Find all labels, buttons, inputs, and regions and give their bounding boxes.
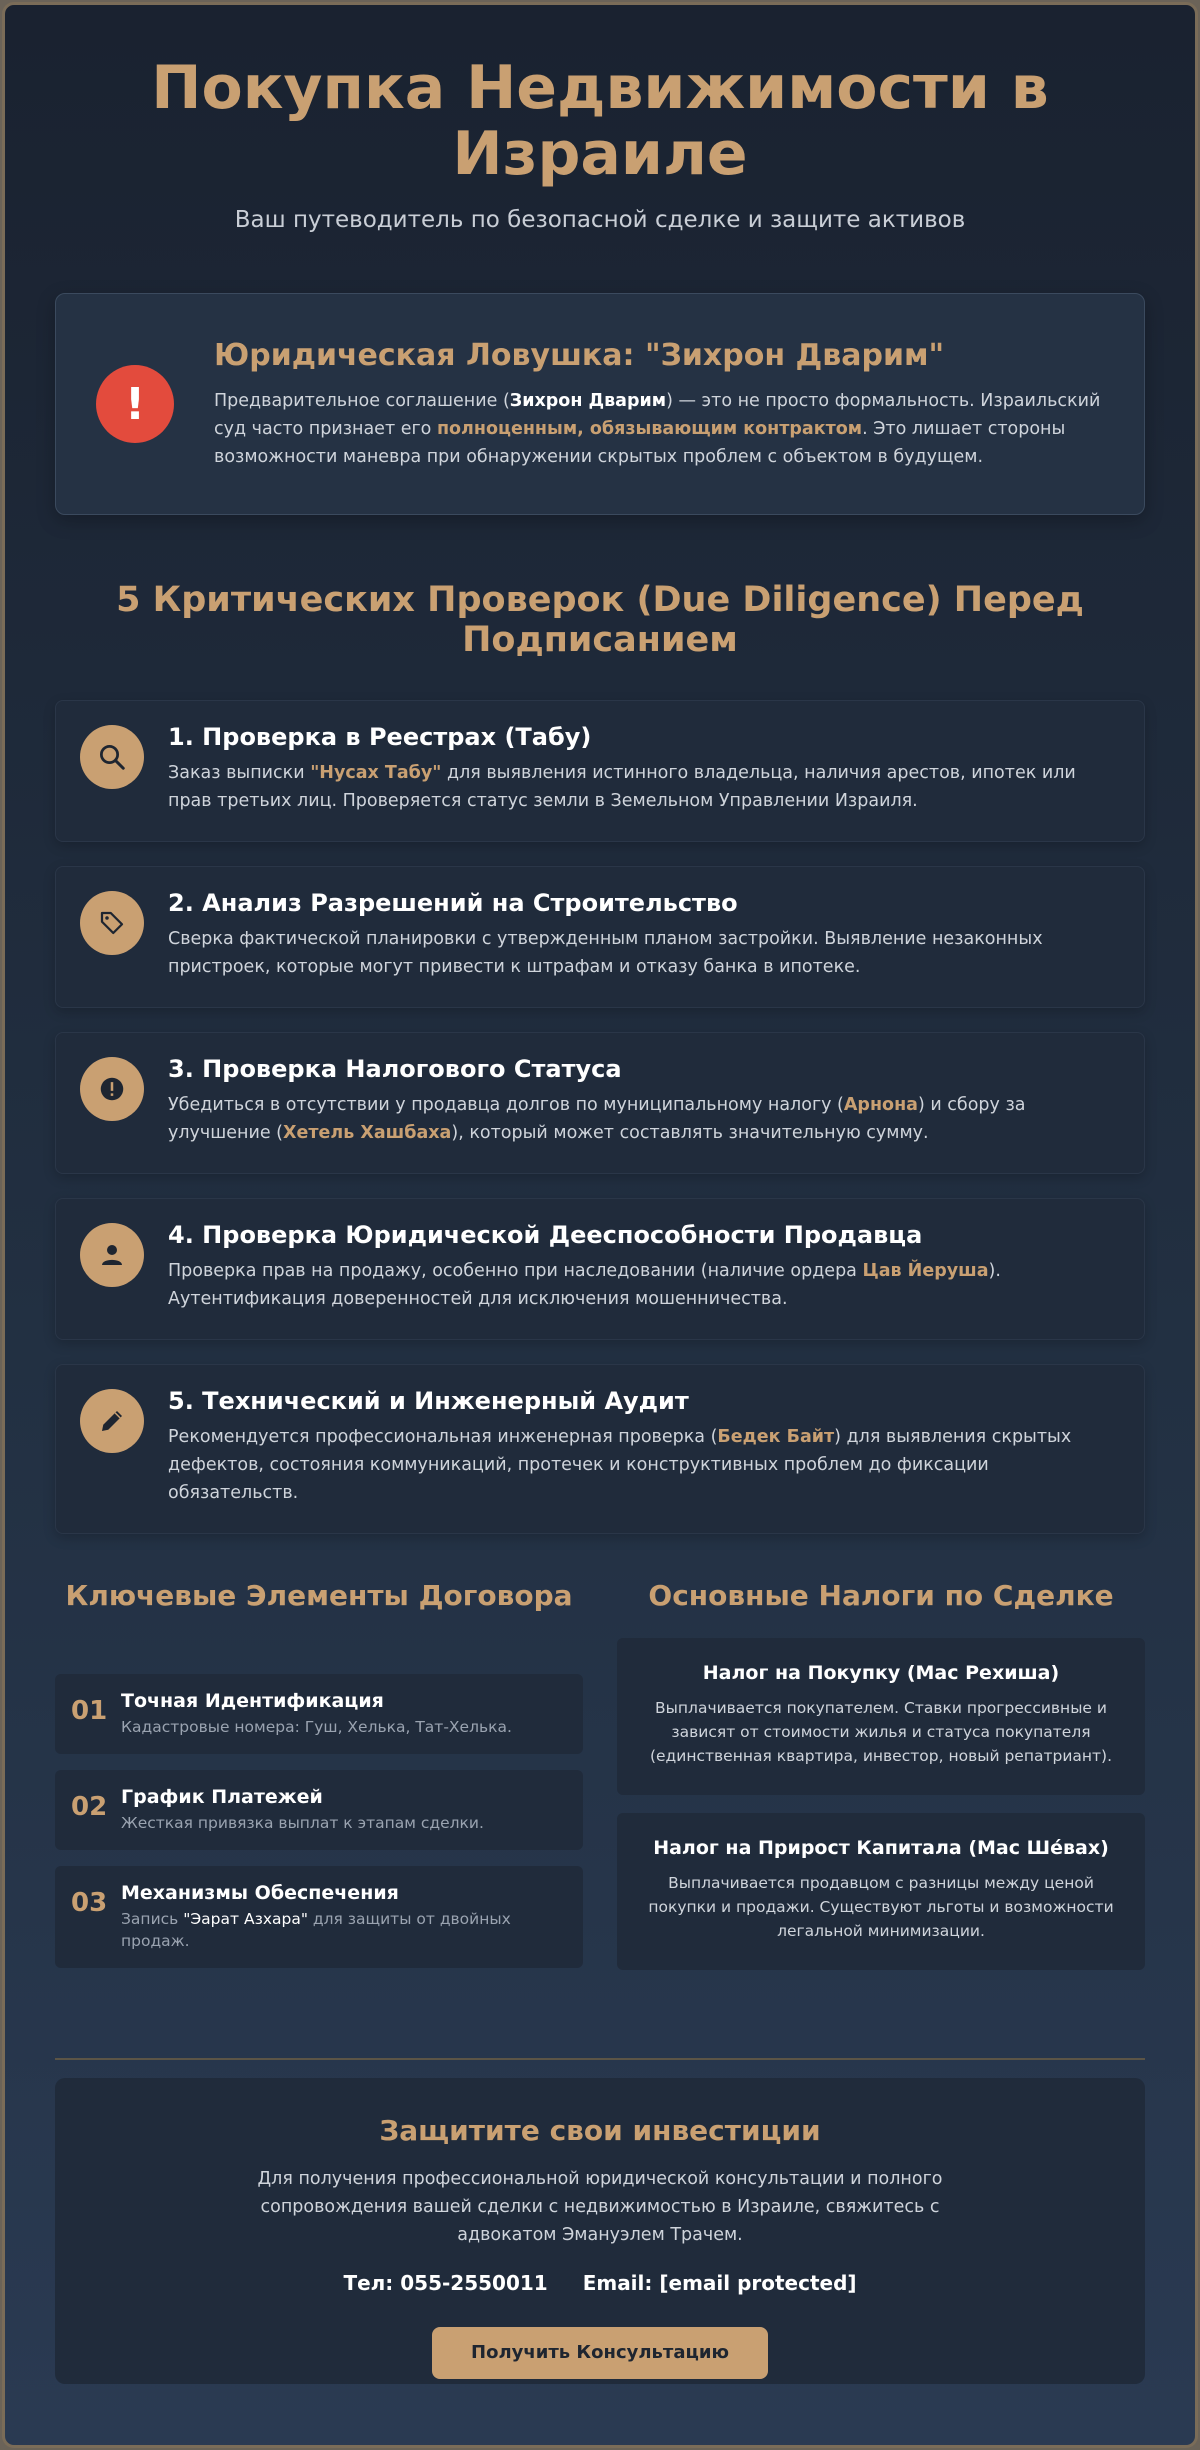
cta-title: Защитите свои инвестиции <box>379 2114 821 2147</box>
check-text: Рекомендуется профессиональная инженерная проверка (Бедек Байт) для выявления скрытых дефектов, состояния коммуникаций, протечек и конструктивных проблем до фиксации обязательств. <box>168 1427 1072 1503</box>
cta-text: Для получения профессиональной юридической консультации и полного сопровождения вашей сделки с недвижимостью в Израиле, свяжитесь с адвокатом Эмануэлем Трачем. <box>257 2169 943 2245</box>
get-consultation-button[interactable]: Получить Консультацию <box>432 2327 768 2379</box>
pencil-icon <box>80 1389 144 1453</box>
alert-title: Юридическая Ловушка: "Зихрон Дварим" <box>214 337 945 373</box>
two-columns <box>55 1578 1145 1988</box>
check-item-capacity <box>55 1198 1145 1340</box>
cta-section <box>55 2078 1145 2384</box>
item-title: График Платежей <box>121 1786 323 1808</box>
check-text: Сверка фактической планировки с утвержденным планом застройки. Выявление незаконных пристроек, которые могут привести к штрафам и отказу банка в ипотеке. <box>168 929 1043 977</box>
page-header <box>55 5 1145 233</box>
tax-title: Налог на Прирост Капитала (Мас Шéвах) <box>653 1837 1109 1859</box>
check-item-permits <box>55 866 1145 1008</box>
check-title: 5. Технический и Инженерный Аудит <box>168 1387 689 1415</box>
item-number: 01 <box>71 1696 108 1726</box>
item-title: Точная Идентификация <box>121 1690 384 1712</box>
alert-circle-icon <box>80 1057 144 1121</box>
tag-icon <box>80 891 144 955</box>
check-title: 2. Анализ Разрешений на Строительство <box>168 889 738 917</box>
check-title: 3. Проверка Налогового Статуса <box>168 1055 622 1083</box>
divider <box>55 2058 1145 2060</box>
check-item-tax <box>55 1032 1145 1174</box>
item-text: Кадастровые номера: Гуш, Хелька, Тат-Хелька. <box>121 1718 512 1736</box>
list-item <box>55 1674 583 1754</box>
check-item-audit <box>55 1364 1145 1534</box>
exclamation-icon: ! <box>96 365 174 443</box>
tax-card <box>617 1813 1145 1970</box>
check-text: Заказ выписки "Нусах Табу" для выявления истинного владельца, наличия арестов, ипотек или прав третьих лиц. Проверяется статус земли в Земельном Управлении Израиля. <box>168 763 1076 811</box>
taxes-section-title: Основные Налоги по Сделке <box>648 1579 1114 1612</box>
contacts <box>55 2271 1145 2295</box>
legal-trap-alert <box>55 293 1145 515</box>
list-item <box>55 1770 583 1850</box>
contract-elements-column <box>55 1578 583 1988</box>
alert-content <box>214 338 1104 471</box>
page-subtitle: Ваш путеводитель по безопасной сделке и защите активов <box>234 207 966 233</box>
page-title: Покупка Недвижимости в Израиле <box>151 53 1049 189</box>
item-number: 03 <box>71 1888 108 1918</box>
checks-section-title: 5 Критических Проверок (Due Diligence) Перед Подписанием <box>116 580 1084 660</box>
tax-title: Налог на Покупку (Мас Рехиша) <box>702 1662 1060 1684</box>
item-number: 02 <box>71 1792 108 1822</box>
page-frame <box>2 2 1198 2448</box>
taxes-column <box>617 1578 1145 1988</box>
alert-highlight: полноценным, обязывающим контрактом <box>436 418 863 439</box>
tax-text: Выплачивается продавцом с разницы между ценой покупки и продажи. Существуют льготы и возможности легальной минимизации. <box>648 1874 1114 1940</box>
list-item <box>55 1866 583 1968</box>
check-text: Проверка прав на продажу, особенно при наследовании (наличие ордера Цав Йеруша). Аутентификация доверенностей для исключения мошенничества. <box>168 1261 1001 1309</box>
item-title: Механизмы Обеспечения <box>121 1882 399 1904</box>
alert-text: Предварительное соглашение (Зихрон Дварим) — это не просто формальность. Израильский суд часто признает его полноценным, обязывающим контрактом. Это лишает стороны возможности маневра при обнаружении скрытых проблем с объектом в будущем. <box>214 390 1101 467</box>
email-link[interactable]: Email: [email protected] <box>582 2271 857 2295</box>
check-title: 4. Проверка Юридической Дееспособности Продавца <box>168 1221 923 1249</box>
contract-section-title: Ключевые Элементы Договора <box>65 1579 573 1612</box>
search-icon <box>80 725 144 789</box>
item-text: Жесткая привязка выплат к этапам сделки. <box>121 1814 484 1832</box>
phone-link[interactable]: Тел: 055-2550011 <box>343 2271 548 2295</box>
check-title: 1. Проверка в Реестрах (Табу) <box>168 723 592 751</box>
check-item-registry <box>55 700 1145 842</box>
person-icon <box>80 1223 144 1287</box>
tax-text: Выплачивается покупателем. Ставки прогрессивные и зависят от стоимости жилья и статуса покупателя (единственная квартира, инвестор, новый репатриант). <box>649 1699 1113 1765</box>
tax-card <box>617 1638 1145 1795</box>
item-text: Запись "Эарат Азхара" для защиты от двойных продаж. <box>121 1910 511 1950</box>
check-text: Убедиться в отсутствии у продавца долгов по муниципальному налогу (Арнона) и сбору за улучшение (Хетель Хашбаха), который может составлять значительную сумму. <box>168 1095 1026 1143</box>
alert-term: Зихрон Дварим <box>509 390 667 411</box>
